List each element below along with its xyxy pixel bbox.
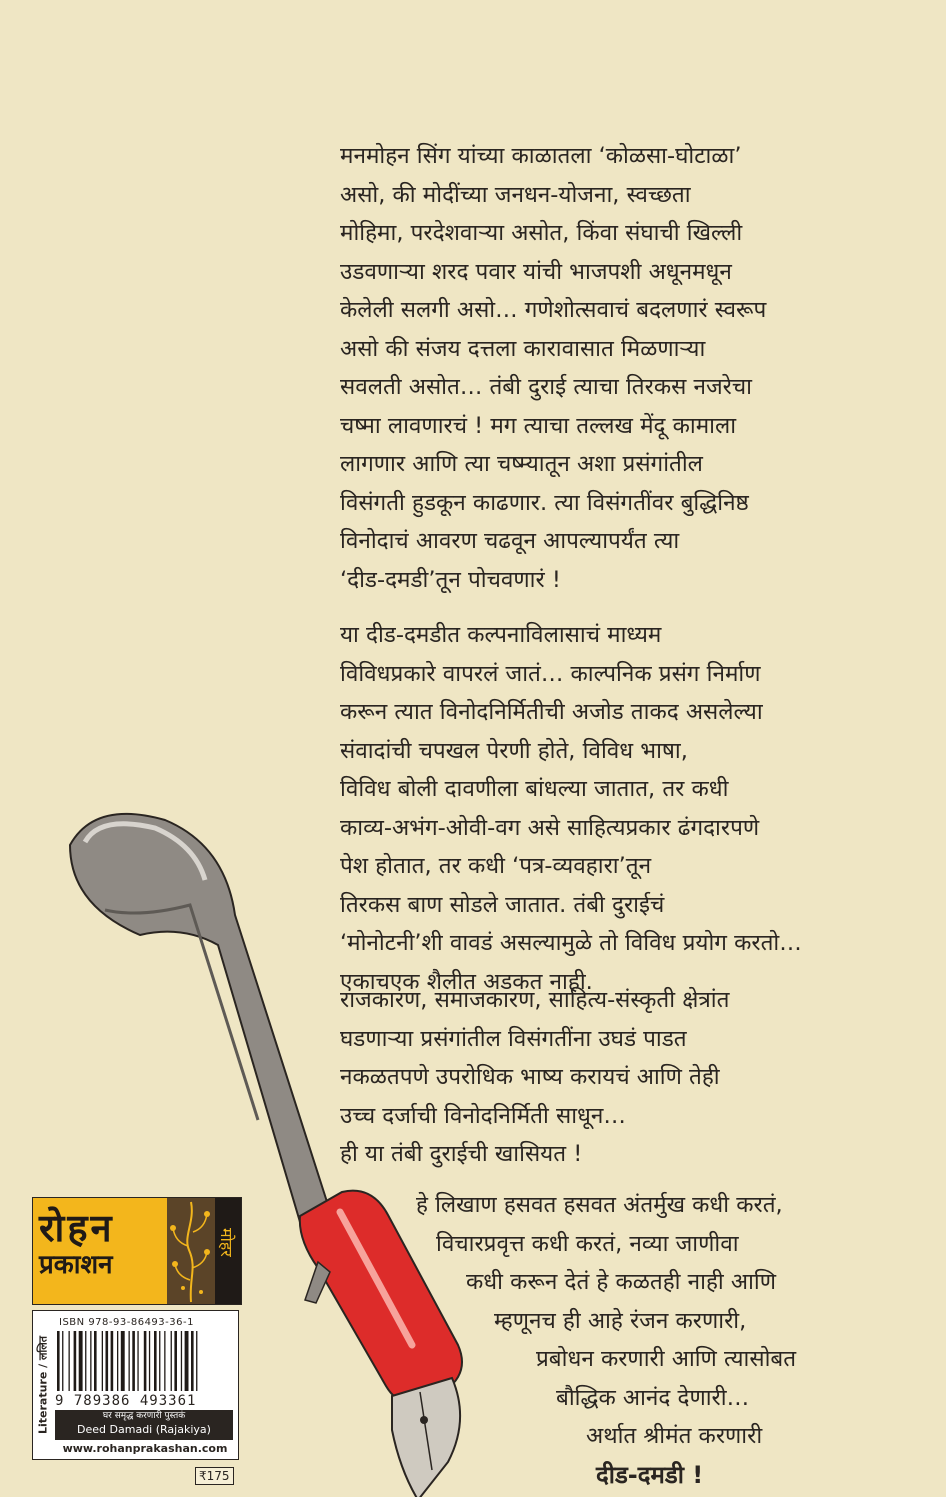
closing-line: हे लिखाण हसवत हसवत अंतर्मुख कधी करतं, — [416, 1192, 783, 1218]
blurb-line: केलेली सलगी असो… गणेशोत्सवाचं बदलणारं स्वरूप — [340, 297, 767, 323]
barcode-bar — [111, 1331, 114, 1391]
barcode-bar — [154, 1331, 157, 1391]
isbn-barcode-panel — [32, 1310, 239, 1460]
blurb-line: राजकारण, समाजकारण, साहित्य-संस्कृती क्षेत्रांत — [340, 987, 730, 1013]
barcode-bar — [57, 1331, 60, 1391]
barcode-bar — [69, 1331, 70, 1391]
blurb-line: ही या तंबी दुराईची खासियत ! — [340, 1141, 583, 1167]
barcode-digits: 9 789386 493361 — [55, 1393, 197, 1409]
blurb-line: एकाचएक शैलीत अडकत नाही. — [340, 968, 593, 995]
closing-line: अर्थात श्रीमंत करणारी — [586, 1423, 763, 1449]
barcode-bar — [117, 1331, 118, 1391]
barcode-bar — [74, 1331, 77, 1391]
price-tag: ₹175 — [195, 1467, 234, 1485]
blurb-paragraph-3 — [340, 981, 900, 1174]
blurb-closing — [360, 1186, 880, 1494]
barcode-bar — [102, 1331, 103, 1391]
blurb-line: तिरकस बाण सोडले जातात. तंबी दुराईचं — [340, 891, 665, 918]
barcode-bar — [79, 1331, 83, 1391]
isbn-number: ISBN 978-93-86493-36-1 — [59, 1317, 194, 1328]
publisher-website: www.rohanprakashan.com — [62, 1442, 228, 1455]
logo-ornament — [167, 1198, 215, 1304]
category-label — [35, 1319, 51, 1451]
barcode-bar — [185, 1331, 189, 1391]
blurb-line: या दीड-दमडीत कल्पनाविलासाचं माध्यम — [340, 622, 662, 648]
blurb-line: काव्य-अभंग-ओवी-वग असे साहित्यप्रकार ढंगदारपणे — [340, 814, 760, 841]
closing-line: बौद्धिक आनंद देणारी… — [556, 1384, 750, 1411]
publisher-logo — [32, 1197, 242, 1305]
blurb-line: विनोदाचं आवरण चढवून आपल्यापर्यंत त्या — [340, 528, 680, 554]
closing-line: विचारप्रवृत्त कधी करतं, नव्या जाणीवा — [436, 1230, 739, 1257]
closing-line: कधी करून देतं हे कळतही नाही आणि — [466, 1269, 776, 1295]
barcode-bar — [62, 1331, 63, 1391]
barcode-bar — [159, 1331, 160, 1391]
blurb-line: ‘मोनोटनी’शी वावडं असल्यामुळे तो विविध प्रयोग करतो… — [340, 930, 802, 956]
publisher-name: रोहन — [39, 1206, 115, 1250]
barcode-icon — [55, 1331, 233, 1391]
blurb-paragraph-2 — [340, 616, 900, 1001]
blurb-line: मोहिमा, परदेशवाऱ्या असोत, किंवा संघाची खिल्ली — [340, 220, 743, 246]
blurb-line: उच्च दर्जाची विनोदनिर्मिती साधून… — [340, 1102, 626, 1129]
vine-ornament-icon — [167, 1198, 215, 1304]
barcode-bar — [164, 1331, 165, 1391]
blurb-line: करून त्यात विनोदनिर्मितीची अजोड ताकद असलेल्या — [340, 699, 763, 725]
closing-line: प्रबोधन करणारी आणि त्यासोबत — [536, 1346, 797, 1372]
pen-handle — [70, 814, 328, 1222]
closing-line: म्हणूनच ही आहे रंजन करणारी, — [494, 1307, 747, 1334]
barcode-bar — [144, 1331, 147, 1391]
barcode-bar — [171, 1331, 172, 1391]
barcode-bar — [85, 1331, 86, 1391]
barcode-bar — [132, 1331, 135, 1391]
barcode-bar — [106, 1331, 109, 1391]
barcode-bar — [149, 1331, 150, 1391]
blurb-line: घडणाऱ्या प्रसंगांतील विसंगतींना उघडं पाडत — [340, 1025, 687, 1052]
blurb-line: संवादांची चपखल पेरणी होते, विविध भाषा, — [340, 737, 688, 764]
blurb-line: लागणार आणि त्या चष्म्यातून अशा प्रसंगांतील — [340, 451, 703, 477]
blurb-line: विविधप्रकारे वापरलं जातं… काल्पनिक प्रसंग निर्माण — [340, 660, 761, 687]
barcode-bar — [181, 1331, 182, 1391]
blurb-line: विसंगती हुडकून काढणार. त्या विसंगतींवर बुद्धिनिष्ठ — [340, 489, 749, 516]
blurb-line: असो, की मोदींच्या जनधन-योजना, स्वच्छता — [340, 181, 691, 208]
barcode-bar — [174, 1331, 177, 1391]
category-text: Literature / ललित — [36, 1335, 50, 1435]
barcode-bar — [94, 1331, 97, 1391]
barcode-bar — [196, 1331, 197, 1391]
blurb-line: सवलती असोत… तंबी दुराई त्याचा तिरकस नजरेचा — [340, 374, 752, 400]
closing-book-title: दीड-दमडी ! — [596, 1460, 704, 1489]
blurb-line: विविध बोली दावणीला बांधल्या जातात, तर कधी — [340, 776, 729, 802]
blurb-line: चष्मा लावणारचं ! मग त्याचा तल्लख मेंदू कामाला — [340, 412, 737, 439]
book-title-english: Deed Damadi (Rajakiya) — [77, 1423, 211, 1436]
blurb-line: पेश होतात, तर कधी ‘पत्र-व्यवहारा’तून — [340, 853, 652, 879]
blurb-line: उडवणाऱ्या शरद पवार यांची भाजपशी अधूनमधून — [340, 258, 732, 285]
barcode-bar — [121, 1331, 125, 1391]
imprint-mark-text: मोहर — [217, 1228, 236, 1257]
barcode-bar — [191, 1331, 194, 1391]
blurb-paragraph-1 — [340, 137, 900, 599]
barcode-bar — [90, 1331, 91, 1391]
publisher-subtitle: प्रकाशन — [39, 1250, 113, 1280]
barcode-bar — [129, 1331, 130, 1391]
publisher-logo-text — [39, 1206, 163, 1280]
blurb-line: ‘दीड-दमडी’तून पोचवणारं ! — [340, 566, 561, 593]
blurb-line: असो की संजय दत्तला कारावासात मिळणाऱ्या — [340, 335, 706, 362]
publisher-tagline: घर समृद्ध करणारी पुस्तकं — [102, 1411, 186, 1421]
blurb-line: मनमोहन सिंग यांच्या काळातला ‘कोळसा-घोटाळा’ — [340, 143, 742, 169]
barcode-bar — [137, 1331, 138, 1391]
tagline-bar — [55, 1410, 233, 1440]
blurb-line: नकळतपणे उपरोधिक भाष्य करायचं आणि तेही — [340, 1064, 720, 1090]
publisher-imprint-mark — [215, 1198, 241, 1304]
